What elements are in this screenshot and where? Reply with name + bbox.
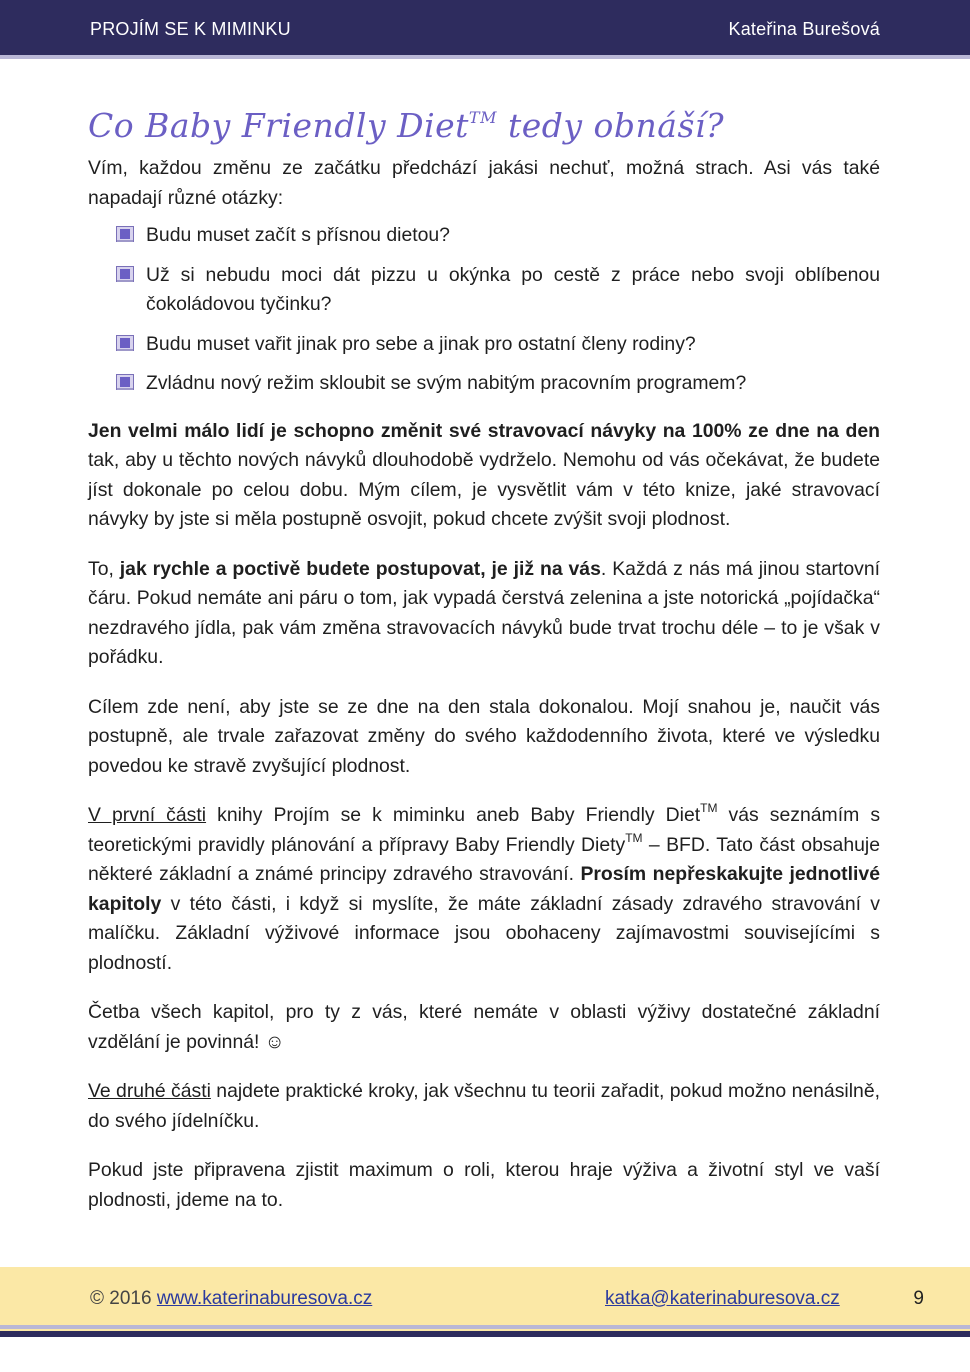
book-title: PROJÍM SE K MIMINKU (90, 19, 291, 39)
square-bullet-icon (116, 374, 134, 390)
list-item-text: Budu muset vařit jinak pro sebe a jinak pro ostatní členy rodiny? (146, 332, 696, 355)
list-item-text: Zvládnu nový režim skloubit se svým nabitým pracovním programem? (146, 372, 747, 394)
paragraph-pace (88, 555, 880, 673)
footer-divider (0, 1325, 970, 1329)
paragraph-text: knihy Projím se k miminku aneb Baby Friendly Diet (206, 804, 701, 826)
list-item (88, 261, 880, 320)
page-footer (0, 1267, 970, 1331)
list-item (88, 369, 880, 399)
paragraph-closing: Pokud jste připravena zjistit maximum o roli, kterou hraje výživa a životní styl ve vaší plodnosti, jdeme na to. (88, 1159, 880, 1211)
paragraph-first-part (88, 801, 880, 978)
page-number: 9 (913, 1288, 924, 1309)
paragraph-text: To, (88, 557, 120, 580)
paragraph-text: najdete praktické kroky, jak všechnu tu teorii zařadit, pokud možno nenásilně, do svého jídelníčku. (88, 1080, 880, 1132)
website-link[interactable]: www.katerinaburesova.cz (156, 1288, 373, 1309)
paragraph-text: – BFD. Tato část obsahuje některé základní a známé principy zdravého stravování. (88, 833, 880, 885)
paragraph-second-part (88, 1077, 880, 1136)
square-bullet-icon (116, 266, 134, 282)
list-item (88, 221, 880, 251)
heading-text: Co Baby Friendly Diet (88, 106, 469, 145)
copyright (90, 1288, 372, 1310)
email (605, 1288, 840, 1310)
list-item-text: Už si nebudu moci dát pizzu u okýnka po cestě z práce nebo svoji oblíbenou čokoládovou tyčinku? (146, 263, 880, 315)
email-link[interactable]: katka@katerinaburesova.cz (605, 1288, 840, 1309)
heading-text-rest: tedy obnáší? (496, 106, 725, 145)
footer-bar (0, 1331, 970, 1337)
heading-trademark: TM (468, 108, 497, 127)
paragraph-habits (88, 417, 880, 535)
intro-paragraph: Vím, každou změnu ze začátku předchází jakási nechuť, možná strach. Asi vás také napadají různé otázky: (88, 157, 880, 209)
underlined-text: Ve druhé části (88, 1080, 211, 1102)
bold-text: Jen velmi málo lidí je schopno změnit své stravovací návyky na 100% ze dne na den (88, 419, 880, 442)
bold-text: Prosím nepřeskakujte jednotlivé kapitoly (88, 863, 880, 915)
paragraph-text: . Každá z nás má jinou startovní čáru. Pokud nemáte ani páru o tom, jak vypadá čerstvá zelenina a jste notorická „pojídačka“ nezdravého jídla, pak vám změna stravovacích návyků bude trvat trochu déle – to je však v pořádku. (88, 557, 880, 668)
trademark: TM (625, 830, 643, 845)
underlined-text: V první části (88, 804, 207, 826)
copyright-text: © 2016 (90, 1288, 157, 1309)
author-name: Kateřina Burešová (728, 19, 880, 39)
page-header (0, 0, 970, 59)
list-item (88, 330, 880, 360)
main-content (88, 96, 880, 1235)
section-heading (88, 96, 880, 148)
bold-text: jak rychle a poctivě budete postupovat, je již na vás (119, 557, 601, 580)
list-item-text: Budu muset začít s přísnou dietou? (146, 224, 450, 246)
square-bullet-icon (116, 226, 134, 242)
paragraph-goal: Cílem zde není, aby jste se ze dne na den stala dokonalou. Mojí snahou je, naučit vás postupně, ale trvale zařazovat změny do svého každodenního života, které ve výsledku povedou ke stravě zvyšující plodnost. (88, 695, 880, 777)
paragraph-reading: Četba všech kapitol, pro ty z vás, které nemáte v oblasti výživy dostatečné základní vzdělání je povinná! ☺ (88, 1001, 880, 1053)
paragraph-text: vás seznámím s teoretickými pravidly plánování a přípravy Baby Friendly Diety (88, 804, 881, 856)
trademark: TM (700, 801, 718, 815)
paragraph-text: tak, aby u těchto nových návyků dlouhodobě vydrželo. Nemohu od vás očekávat, že budete jíst dokonale po celou dobu. Mým cílem, je vysvětlit vám v této knize, jaké stravovací návyky by jste si měla postupně osvojit, pokud chcete zvýšit svoji plodnost. (88, 449, 880, 530)
square-bullet-icon (116, 335, 134, 351)
paragraph-text: v této části, i když si myslíte, že máte základní zásady zdravého stravování v malíčku. Základní výživové informace jsou obohaceny zajímavostmi souvisejícími s plodností. (88, 892, 880, 974)
question-list (88, 221, 880, 399)
